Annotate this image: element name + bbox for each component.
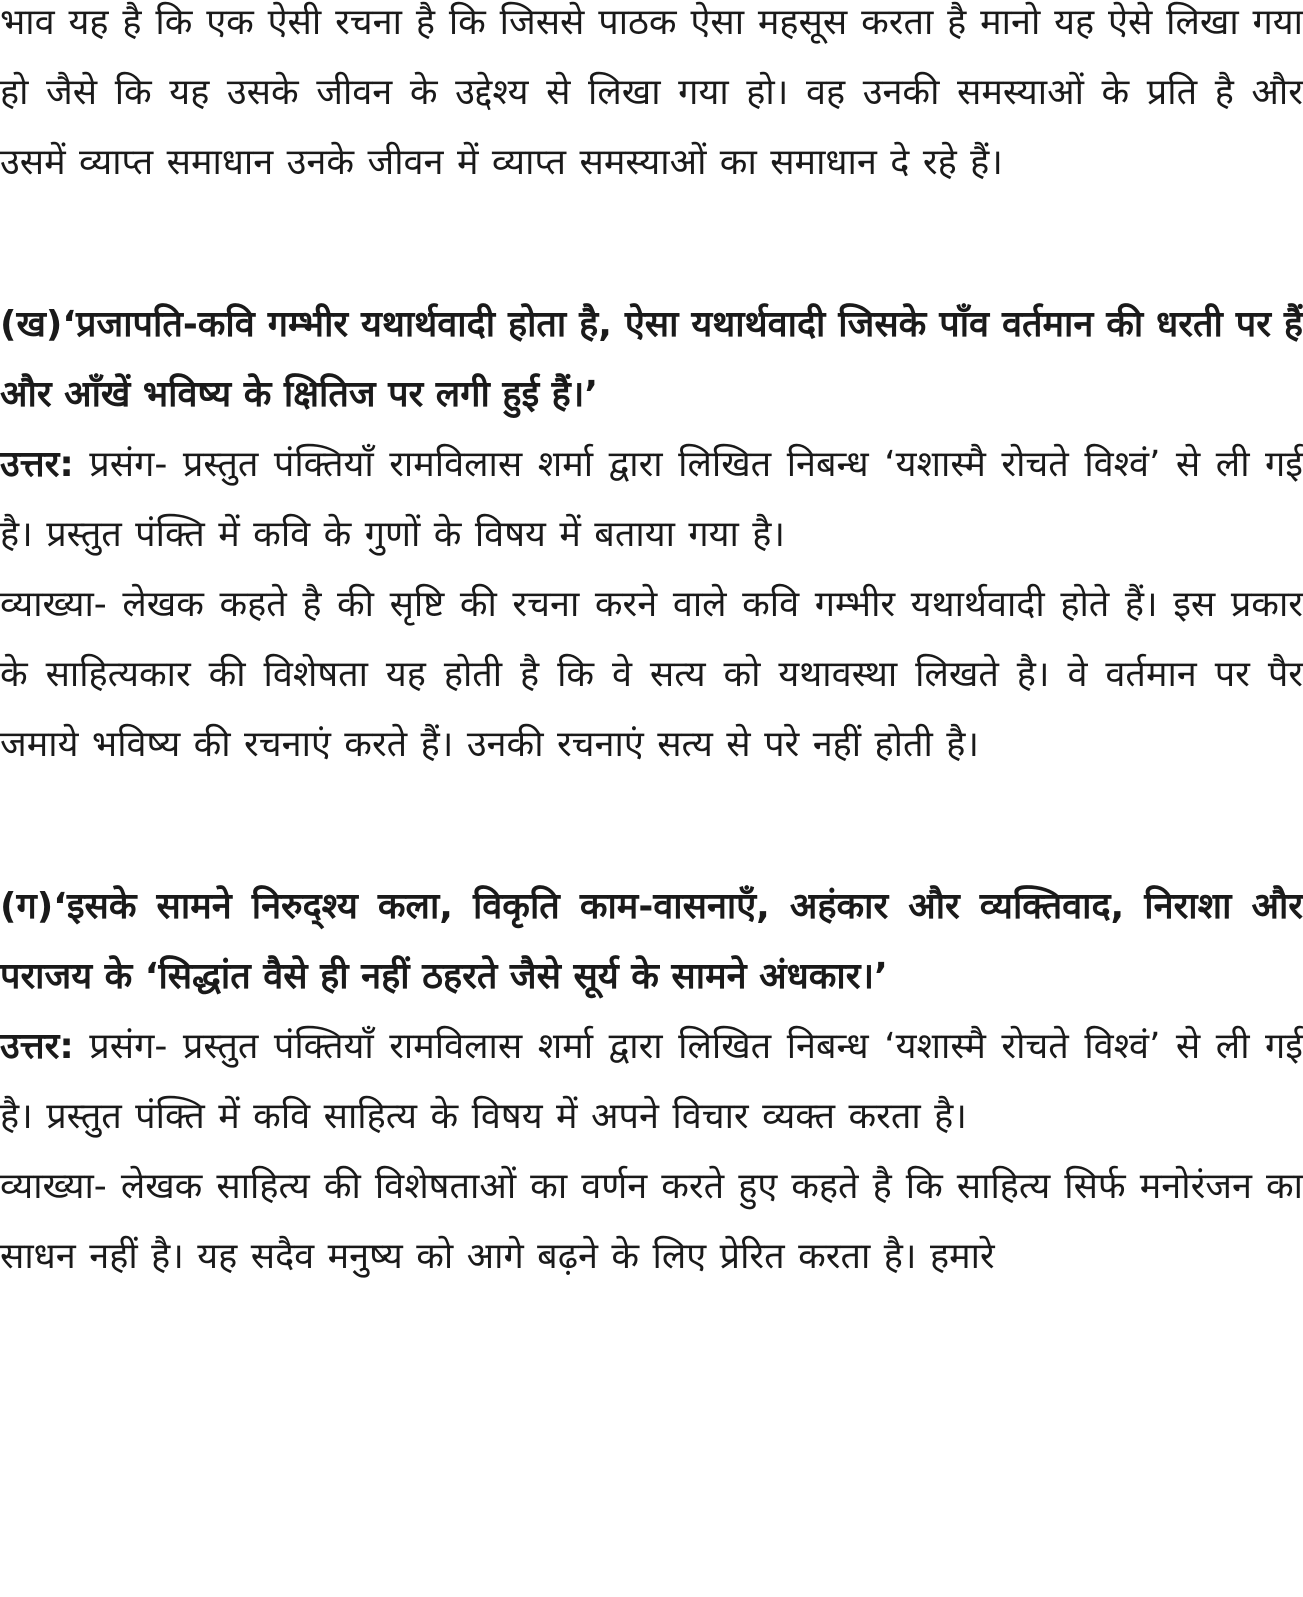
explanation-kha: व्याख्या- लेखक कहते है की सृष्टि की रचना करने वाले कवि गम्भीर यथार्थवादी होते हैं। इस प्रकार के साहित्यकार की विशेषता यह होती है कि वे सत्य को यथावस्था लिखते है। वे वर्तमान पर पैर जमाये भविष्य की रचनाएं करते हैं। उनकी रचनाएं सत्य से परे नहीं होती है। <box>0 584 1303 765</box>
answer-text: प्रसंग- प्रस्तुत पंक्तियाँ रामविलास शर्मा द्वारा लिखित निबन्ध ‘यशास्मै रोचते विश्वं’ से ली गई है। प्रस्तुत पंक्ति में कवि के गुणों के विषय में बताया गया है। <box>0 444 1303 555</box>
question-prefix: (ख) <box>0 304 63 345</box>
section-spacer <box>0 780 1303 872</box>
answer-ga <box>0 1012 1303 1152</box>
answer-label: उत्तर: <box>0 444 74 485</box>
question-ga <box>0 872 1303 1012</box>
question-kha <box>0 290 1303 430</box>
question-text: ‘इसके सामने निरुद्श्य कला, विकृति काम-वासनाएँ, अहंकार और व्यक्तिवाद, निराशा और पराजय के ‘सिद्धांत वैसे ही नहीं ठहरते जैसे सूर्य के सामने अंधकार।’ <box>0 886 1303 997</box>
section-spacer <box>0 198 1303 290</box>
intro-paragraph: भाव यह है कि एक ऐसी रचना है कि जिससे पाठक ऐसा महसूस करता है मानो यह ऐसे लिखा गया हो जैसे कि यह उसके जीवन के उद्देश्य से लिखा गया हो। वह उनकी समस्याओं के प्रति है और उसमें व्याप्त समाधान उनके जीवन में व्याप्त समस्याओं का समाधान दे रहे हैं। <box>0 2 1303 183</box>
answer-label: उत्तर: <box>0 1026 74 1067</box>
question-text: ‘प्रजापति-कवि गम्भीर यथार्थवादी होता है, ऐसा यथार्थवादी जिसके पाँव वर्तमान की धरती पर हैं और आँखें भविष्य के क्षितिज पर लगी हुई हैं।’ <box>0 304 1303 415</box>
answer-text: प्रसंग- प्रस्तुत पंक्तियाँ रामविलास शर्मा द्वारा लिखित निबन्ध ‘यशास्मै रोचते विश्वं’ से ली गई है। प्रस्तुत पंक्ति में कवि साहित्य के विषय में अपने विचार व्यक्त करता है। <box>0 1026 1303 1137</box>
answer-kha <box>0 430 1303 570</box>
question-prefix: (ग) <box>0 886 54 927</box>
explanation-ga: व्याख्या- लेखक साहित्य की विशेषताओं का वर्णन करते हुए कहते है कि साहित्य सिर्फ मनोरंजन का साधन नहीं है। यह सदैव मनुष्य को आगे बढ़ने के लिए प्रेरित करता है। हमारे <box>0 1166 1303 1277</box>
